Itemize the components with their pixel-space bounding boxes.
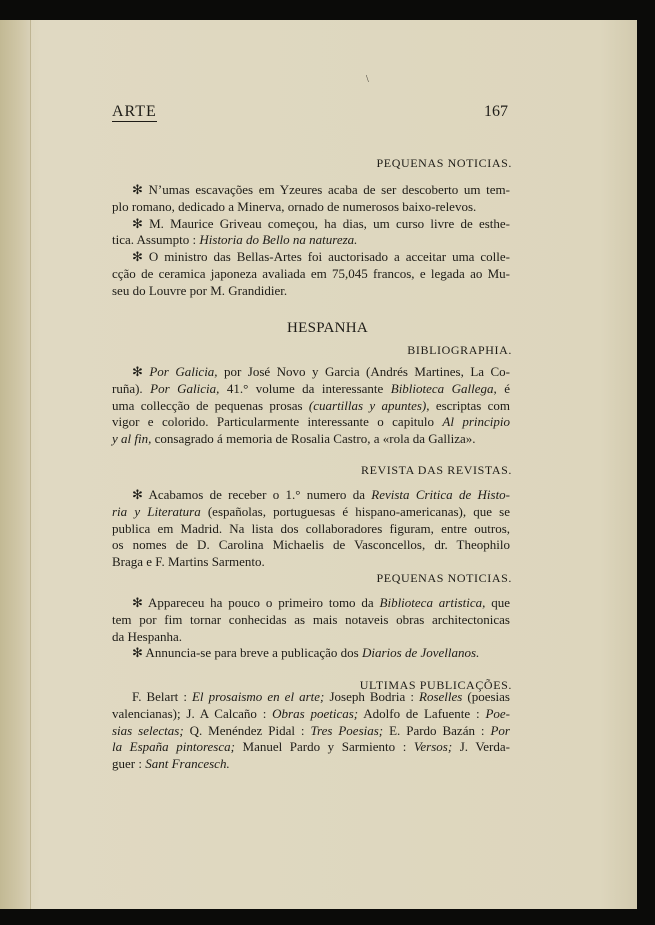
section-title-pequenas-noticias: PEQUENAS NOTICIAS.: [376, 156, 512, 170]
italic-title: Tres Poesias;: [310, 722, 384, 738]
text-line: seu do Louvre por M. Grandidier.: [112, 282, 288, 298]
text-run: Manuel Pardo y Sarmiento :: [234, 739, 414, 755]
text-run: escriptas com: [429, 397, 510, 413]
italic-title: Diarios de Jovellanos.: [362, 645, 480, 661]
italic-title: Sant Francesch.: [145, 756, 230, 772]
text-run: é: [496, 380, 511, 396]
text-run: uma collecção de pequenas prosas: [112, 397, 309, 413]
text-line: [112, 431, 510, 448]
text-line: [112, 364, 510, 381]
text-line: Braga e F. Martins Sarmento.: [112, 554, 265, 570]
section-title-ultimas-publicacoes: ULTIMAS PUBLICAÇÕES.: [359, 678, 512, 692]
text-line: ✻ M. Maurice Griveau começou, ha dias, um curso livre de esthe-: [132, 215, 510, 231]
text-line: [112, 739, 510, 756]
text-line: [112, 398, 510, 415]
text-run: Joseph Bodria :: [324, 689, 419, 704]
running-header-section: ARTE: [112, 103, 157, 120]
text-run: ✻ Acabamos de receber o 1.° numero da: [132, 487, 372, 502]
text-run: ✻ Appareceu ha pouco o primeiro tomo da: [132, 595, 380, 610]
text-line: [112, 689, 510, 706]
text-run: tica. Assumpto :: [112, 232, 200, 248]
page-number: 167: [484, 103, 508, 120]
text-run: E. Pardo Bazán :: [383, 722, 491, 738]
text-line: [112, 723, 510, 740]
text-run: J. Verda-: [452, 739, 510, 755]
section-title-bibliographia: BIBLIOGRAPHIA.: [407, 343, 512, 357]
text-line: da Hespanha.: [112, 628, 183, 644]
italic-title: sias selectas;: [112, 722, 184, 738]
text-run: vigor e colorido. Particularmente interessante o capitulo: [112, 414, 443, 430]
italic-title: ria y Literatura: [112, 503, 201, 519]
italic-title: Obras poeticas;: [272, 705, 359, 721]
page-gutter: [0, 20, 31, 909]
review-paragraph: [112, 487, 510, 571]
text-line: [112, 706, 510, 723]
bibliography-paragraph: [112, 364, 510, 448]
text-line: [112, 232, 510, 249]
text-run: valencianas); J. A Calcaño :: [112, 705, 273, 721]
text-run: por José Novo y Garcia (Andrés Martines, La Co-: [217, 364, 510, 379]
text-run: ruña).: [112, 380, 151, 396]
text-line: publica em Madrid. Na lista dos collaboradores figuram, entre outros,: [112, 520, 510, 536]
italic-title: Por Galicia,: [149, 364, 218, 379]
italic-title: El prosaismo en el arte;: [191, 689, 325, 704]
publications-paragraph: [112, 689, 510, 773]
text-line: [112, 381, 510, 398]
book-page: [0, 20, 637, 909]
text-line: cção de ceramica japoneza avaliada em 75,045 francos, e legada ao Mu-: [112, 265, 510, 281]
page-mark: \: [366, 74, 369, 85]
text-run: que: [485, 595, 510, 610]
text-line: os nomes de D. Carolina Michaelis de Vasconcellos, dr. Theophilo: [112, 537, 510, 553]
italic-title: (cuartillas y apuntes),: [308, 397, 430, 413]
text-run: (españolas, portuguesas é hispano-americanas), que se: [200, 503, 510, 519]
news-paragraphs-1: [112, 182, 510, 300]
text-line: [112, 645, 510, 662]
section-title-pequenas-noticias-2: PEQUENAS NOTICIAS.: [376, 571, 512, 585]
section-title-revista-das-revistas: REVISTA DAS REVISTAS.: [360, 463, 512, 477]
text-line: [112, 414, 510, 431]
italic-title: Biblioteca artistica,: [379, 595, 486, 610]
text-line: plo romano, dedicado a Minerva, ornado de numerosos baixo-relevos.: [112, 198, 477, 214]
text-run: Q. Menéndez Pidal :: [183, 722, 311, 738]
text-line: [112, 487, 510, 504]
text-line: [112, 756, 510, 773]
italic-title: la España pintoresca;: [112, 739, 235, 755]
text-run: Adolfo de Lafuente :: [358, 705, 486, 721]
text-run: F. Belart :: [132, 689, 192, 704]
italic-title: Al principio: [442, 414, 510, 430]
italic-title: Revista Critica de Histo-: [371, 487, 511, 502]
text-run: ✻ Annuncia-se para breve a publicação dos: [132, 645, 362, 661]
text-run: guer :: [112, 756, 146, 772]
text-line: [112, 504, 510, 521]
chapter-heading: HESPANHA: [286, 320, 369, 336]
italic-title: Historia do Bello na natureza.: [199, 232, 358, 248]
italic-title: Poe-: [485, 705, 510, 721]
text-run: ✻: [132, 364, 150, 379]
text-line: ✻ N’umas escavações em Yzeures acaba de ser descoberto um tem-: [132, 182, 510, 197]
text-run: (poesias: [462, 689, 510, 704]
text-line: [112, 595, 510, 612]
text-run: consagrado á memoria de Rosalia Castro, a «rola da Galliza».: [151, 431, 476, 447]
text-line: ✻ O ministro das Bellas-Artes foi auctorisado a acceitar uma colle-: [132, 249, 510, 265]
italic-title: Roselles: [419, 689, 463, 704]
text-run: 41.° volume da interessante: [219, 380, 391, 396]
text-line: tem por fim tornar conhecidas as mais notaveis obras architectonicas: [112, 611, 510, 627]
italic-title: Biblioteca Gallega,: [390, 380, 497, 396]
italic-title: y al fin,: [112, 431, 152, 447]
news-paragraphs-2: [112, 595, 510, 662]
italic-title: Por Galicia,: [150, 380, 220, 396]
italic-title: Versos;: [413, 739, 453, 755]
italic-title: Por: [490, 722, 510, 738]
